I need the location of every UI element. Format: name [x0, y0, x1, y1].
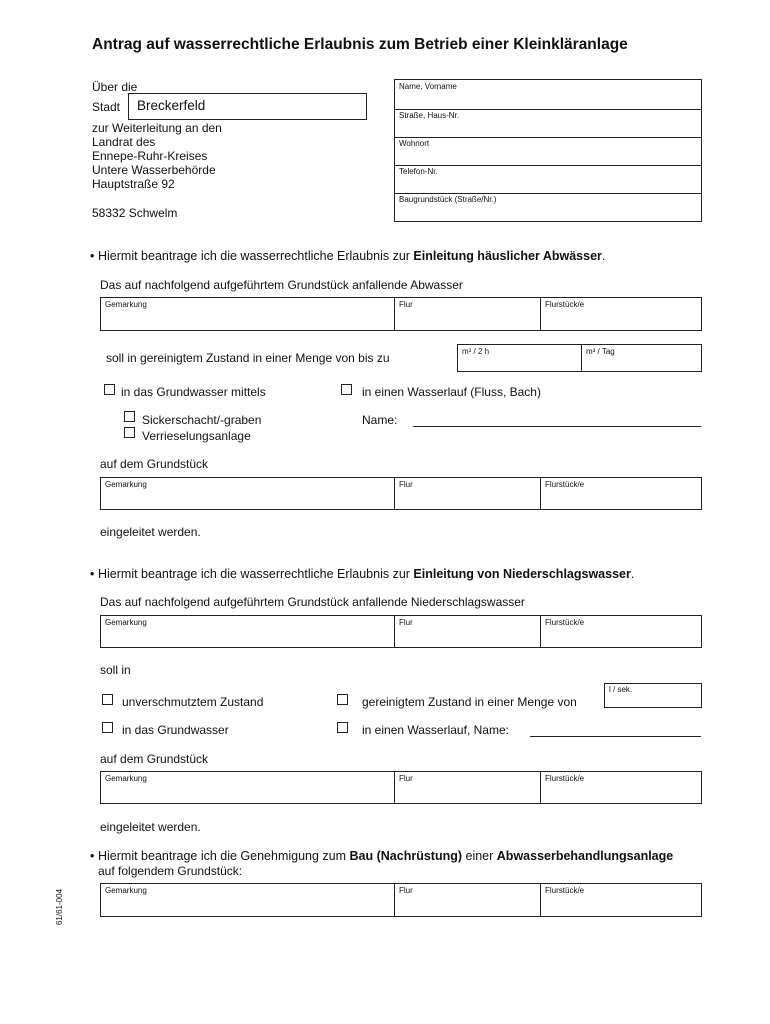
section1-eingeleitet: eingeleitet werden.	[100, 525, 201, 539]
opt-gereinigt: gereinigtem Zustand in einer Menge von	[362, 695, 577, 709]
opt-grundwasser: in das Grundwasser	[122, 723, 229, 737]
wohnort-label: Wohnort	[399, 139, 430, 148]
section3-line2: auf folgendem Grundstück:	[98, 864, 243, 878]
checkbox-wasserlauf[interactable]	[341, 384, 352, 395]
section2-sub: Das auf nachfolgend aufgeführtem Grundstück anfallende Niederschlagswasser	[100, 595, 525, 609]
flurstueck-label: Flurstück/e	[545, 886, 585, 895]
flur-cell[interactable]	[394, 884, 540, 916]
section2-intro-bold: Einleitung von Niederschlagswasser	[413, 567, 631, 581]
flurstueck-cell[interactable]	[540, 478, 701, 509]
bullet-icon: •	[90, 567, 95, 581]
strasse-field[interactable]	[395, 109, 701, 138]
section3-intro	[90, 849, 673, 864]
address-line-2: Landrat des	[92, 135, 156, 149]
stadt-value: Breckerfeld	[137, 98, 206, 113]
section2-eingeleitet: eingeleitet werden.	[100, 820, 201, 834]
gemarkung-cell[interactable]	[101, 478, 394, 509]
checkbox-sickerschacht[interactable]	[124, 411, 135, 422]
flur-label: Flur	[399, 774, 413, 783]
section2-intro	[90, 567, 634, 582]
flurstueck-label: Flurstück/e	[545, 774, 585, 783]
flur-label: Flur	[399, 480, 413, 489]
opt-wasserlauf-2: in einen Wasserlauf, Name:	[362, 723, 509, 737]
opt-verrieselung: Verrieselungsanlage	[142, 429, 251, 443]
opt-unverschmutzt: unverschmutztem Zustand	[122, 695, 264, 709]
flur-label: Flur	[399, 300, 413, 309]
gemarkung-label: Gemarkung	[105, 618, 147, 627]
bullet-icon: •	[90, 849, 95, 863]
unit-m3-tag: m³ / Tag	[586, 347, 615, 356]
page-title: Antrag auf wasserrechtliche Erlaubnis zum Betrieb einer Kleinkläranlage	[92, 36, 628, 53]
wasserlauf-name-line-2[interactable]	[530, 736, 701, 737]
menge-2h-cell[interactable]	[458, 345, 581, 371]
checkbox-wasserlauf-2[interactable]	[337, 722, 348, 733]
applicant-fields-box	[394, 79, 702, 222]
baugrundstueck-label: Baugrundstück (Straße/Nr.)	[399, 195, 497, 204]
form-number: 61/61-004	[55, 888, 64, 926]
flur-label: Flur	[399, 886, 413, 895]
flur-cell[interactable]	[394, 772, 540, 803]
opt-grundwasser-mittels: in das Grundwasser mittels	[121, 385, 266, 399]
menge-tag-cell[interactable]	[581, 345, 701, 371]
gemarkung-cell[interactable]	[101, 772, 394, 803]
name-vorname-label: Name, Vorname	[399, 82, 457, 91]
opt-sickerschacht: Sickerschacht/-graben	[142, 413, 262, 427]
flurstueck-cell[interactable]	[540, 884, 701, 916]
gemarkung-label: Gemarkung	[105, 774, 147, 783]
section2-intro-end: .	[630, 567, 635, 581]
menge-lsek-field[interactable]	[604, 683, 702, 708]
name-label: Name:	[362, 413, 398, 427]
gemarkung-label: Gemarkung	[105, 480, 147, 489]
gemarkung-cell[interactable]	[101, 616, 394, 647]
unit-l-sek: l / sek.	[609, 685, 633, 694]
flurstueck-cell[interactable]	[540, 772, 701, 803]
section2-parcel-table	[100, 615, 702, 648]
unit-m3-2h: m³ / 2 h	[462, 347, 490, 356]
name-vorname-field[interactable]	[395, 80, 701, 110]
menge-table	[457, 344, 702, 372]
gemarkung-label: Gemarkung	[105, 886, 147, 895]
flurstueck-label: Flurstück/e	[545, 300, 585, 309]
flur-cell[interactable]	[394, 478, 540, 509]
gemarkung-cell[interactable]	[101, 884, 394, 916]
checkbox-verrieselung[interactable]	[124, 427, 135, 438]
gemarkung-cell[interactable]	[101, 298, 394, 330]
flurstueck-cell[interactable]	[540, 616, 701, 647]
section1-intro-end: .	[601, 249, 606, 263]
section3-intro-mid: einer	[462, 849, 497, 863]
section3-intro-bold2: Abwasserbehandlungsanlage	[496, 849, 674, 863]
section1-parcel-table	[100, 297, 702, 331]
section3-intro-bold1: Bau (Nachrüstung)	[349, 849, 463, 863]
address-line-5: Hauptstraße 92	[92, 177, 175, 191]
telefon-field[interactable]	[395, 165, 701, 194]
wohnort-field[interactable]	[395, 137, 701, 166]
section1-target-parcel-table	[100, 477, 702, 510]
section2-intro-text: Hiermit beantrage ich die wasserrechtliche Erlaubnis zur	[98, 567, 414, 581]
flurstueck-cell[interactable]	[540, 298, 701, 330]
section1-menge-text: soll in gereinigtem Zustand in einer Menge von bis zu	[106, 351, 390, 365]
section1-intro-text: Hiermit beantrage ich die wasserrechtliche Erlaubnis zur	[98, 249, 414, 263]
section1-auf-dem: auf dem Grundstück	[100, 457, 209, 471]
section2-auf-dem: auf dem Grundstück	[100, 752, 209, 766]
section1-intro-bold: Einleitung häuslicher Abwässer	[413, 249, 602, 263]
wasserlauf-name-line[interactable]	[413, 426, 701, 427]
address-line-4: Untere Wasserbehörde	[92, 163, 216, 177]
checkbox-grundwasser-mittels[interactable]	[104, 384, 115, 395]
section2-target-parcel-table	[100, 771, 702, 804]
opt-wasserlauf: in einen Wasserlauf (Fluss, Bach)	[362, 385, 541, 399]
address-line-3: Ennepe-Ruhr-Kreises	[92, 149, 208, 163]
gemarkung-label: Gemarkung	[105, 300, 147, 309]
telefon-label: Telefon-Nr.	[399, 167, 438, 176]
bullet-icon: •	[90, 249, 95, 263]
flurstueck-label: Flurstück/e	[545, 618, 585, 627]
flurstueck-label: Flurstück/e	[545, 480, 585, 489]
section1-sub: Das auf nachfolgend aufgeführtem Grundstück anfallende Abwasser	[100, 278, 463, 292]
stadt-field[interactable]	[128, 93, 367, 120]
strasse-label: Straße, Haus-Nr.	[399, 111, 460, 120]
stadt-label: Stadt	[92, 100, 121, 114]
flur-label: Flur	[399, 618, 413, 627]
baugrundstueck-field[interactable]	[395, 193, 701, 221]
ueber-die-label: Über die	[92, 80, 138, 94]
section3-parcel-table	[100, 883, 702, 917]
checkbox-gereinigt[interactable]	[337, 694, 348, 705]
flur-cell[interactable]	[394, 298, 540, 330]
checkbox-unverschmutzt[interactable]	[102, 694, 113, 705]
section1-intro	[90, 249, 605, 264]
flur-cell[interactable]	[394, 616, 540, 647]
address-postal: 58332 Schwelm	[92, 206, 178, 220]
section2-soll-in: soll in	[100, 663, 131, 677]
section3-intro-text: Hiermit beantrage ich die Genehmigung zum	[98, 849, 350, 863]
checkbox-grundwasser[interactable]	[102, 722, 113, 733]
address-line-1: zur Weiterleitung an den	[92, 121, 222, 135]
